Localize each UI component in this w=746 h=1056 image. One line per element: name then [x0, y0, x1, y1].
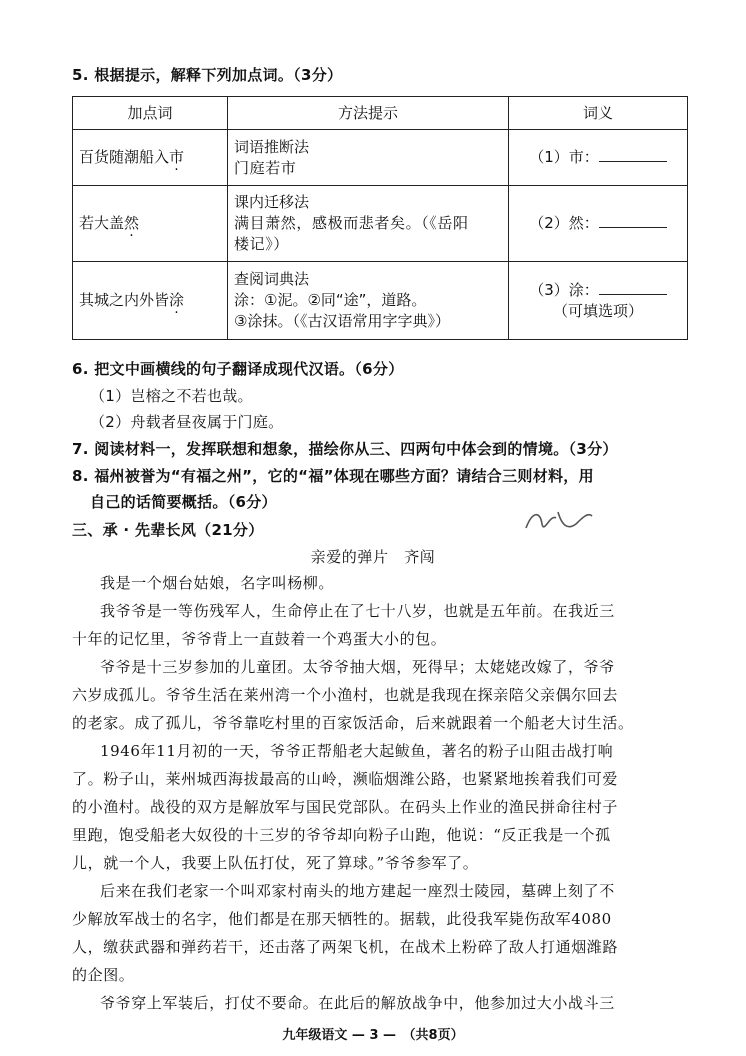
answer-note: （可填选项）	[552, 301, 643, 320]
article-line: 十年的记忆里，爷爷背上一直鼓着一个鸡蛋大小的包。	[72, 630, 447, 648]
table-row	[73, 186, 688, 262]
article-line: 里跑，饱受船老大奴役的十三岁的爷爷却向粉子山跑，他说：“反正我是一个孤	[72, 826, 611, 844]
article-title: 亲爱的弹片 齐闯	[310, 548, 436, 566]
table-row	[73, 130, 688, 186]
article-line: 爷爷是十三岁参加的儿童团。太爷爷抽大烟，死得早；太姥姥改嫁了，爷爷	[100, 658, 615, 676]
page-footer: 九年级语文 — 3 — （共8页）	[282, 1028, 464, 1043]
header-word: 加点词	[73, 97, 228, 130]
answer-blank[interactable]	[599, 147, 667, 162]
article-line: 六岁成孤儿。爷爷生活在莱州湾一个小渔村，也就是我现在探亲陪父亲偶尔回去	[72, 686, 619, 704]
section-3-heading: 三、承 · 先辈长风（21分）	[72, 521, 264, 539]
hint-method: 词语推断法	[234, 137, 310, 156]
header-hint: 方法提示	[228, 97, 509, 130]
q7-text: 7. 阅读材料一，发挥联想和想象，描绘你从三、四两句中体会到的情境。（3分）	[72, 440, 618, 458]
dotted-char: 涂	[169, 291, 185, 309]
word-text: 其城之内外皆	[79, 291, 170, 309]
hint-cell	[228, 262, 509, 340]
answer-blank[interactable]	[599, 213, 667, 228]
word-cell	[73, 186, 228, 262]
hint-cell	[228, 186, 509, 262]
table-header-row	[73, 97, 688, 130]
article-line: 儿，就一个人，我要上队伍打仗，死了算球。”爷爷参军了。	[72, 854, 479, 872]
word-text: 百货随潮船入	[79, 148, 170, 166]
answer-label: （2）然：	[529, 214, 599, 232]
word-text: 若大盖	[79, 214, 125, 232]
hint-example-cont: 楼记》）	[234, 235, 289, 253]
hint-method: 查阅词典法	[234, 270, 310, 288]
hint-method: 课内迁移法	[234, 193, 310, 211]
article-line: 1946年11月初的一天，爷爷正帮船老大起鲅鱼，著名的粉子山阻击战打响	[100, 742, 614, 760]
article-line: 爷爷穿上军装后，打仗不要命。在此后的解放战争中，他参加过大小战斗三	[100, 994, 615, 1012]
answer-cell	[509, 130, 688, 186]
q5-table	[72, 96, 688, 340]
article-line: 少解放军战士的名字，他们都是在那天牺牲的。据载，此役我军毙伤敌军4080	[72, 910, 612, 928]
hint-cell	[228, 130, 509, 186]
q5-heading: 5. 根据提示，解释下列加点词。（3分）	[72, 66, 343, 84]
table-row	[73, 262, 688, 340]
q6-heading: 6. 把文中画横线的句子翻译成现代汉语。（6分）	[72, 360, 404, 378]
hint-example: 涂：①泥。②同“途”，道路。	[234, 291, 427, 309]
article-line: 人，缴获武器和弹药若干，还击落了两架飞机，在战术上粉碎了敌人打通烟潍路	[72, 938, 619, 956]
answer-cell	[509, 262, 688, 340]
q6-item-1: （1）岂榕之不若也哉。	[90, 387, 253, 405]
q8-line-2: 自己的话简要概括。（6分）	[90, 493, 277, 511]
article-line: 我爷爷是一等伤残军人，生命停止在了七十八岁，也就是五年前。在我近三	[100, 602, 615, 620]
article-line: 的企图。	[72, 966, 135, 984]
hint-example: 满目萧然，感极而悲者矣。（《岳阳	[234, 214, 469, 232]
article-line: 的小渔村。战役的双方是解放军与国民党部队。在码头上作业的渔民拼命往村子	[72, 798, 619, 816]
article-line: 的老家。成了孤儿，爷爷靠吃村里的百家饭活命，后来就跟着一个船老大讨生活。	[72, 714, 634, 732]
hint-example-cont: ③涂抹。（《古汉语常用字字典》）	[234, 312, 450, 330]
article-line: 后来在我们老家一个叫邓家村南头的地方建起一座烈士陵园，墓碑上刻了不	[100, 882, 615, 900]
answer-label: （3）涂：	[529, 280, 599, 299]
article-line: 了。粉子山，莱州城西海拔最高的山岭，濒临烟潍公路，也紧紧地挨着我们可爱	[72, 770, 619, 788]
answer-cell	[509, 186, 688, 262]
header-meaning: 词义	[509, 97, 688, 130]
word-cell	[73, 262, 228, 340]
q8-line-1: 8. 福州被誉为“有福之州”，它的“福”体现在哪些方面？请结合三则材料，用	[72, 467, 594, 485]
handwriting-scribble-icon	[522, 504, 596, 538]
word-cell	[73, 130, 228, 186]
dotted-char: 市	[169, 148, 185, 166]
answer-blank[interactable]	[599, 280, 667, 295]
article-line: 我是一个烟台姑娘，名字叫杨柳。	[100, 574, 335, 592]
hint-example: 门庭若市	[234, 158, 297, 177]
q6-item-2: （2）舟载者昼夜属于门庭。	[90, 413, 284, 431]
answer-label: （1）市：	[529, 148, 599, 166]
dotted-char: 然	[124, 214, 140, 232]
